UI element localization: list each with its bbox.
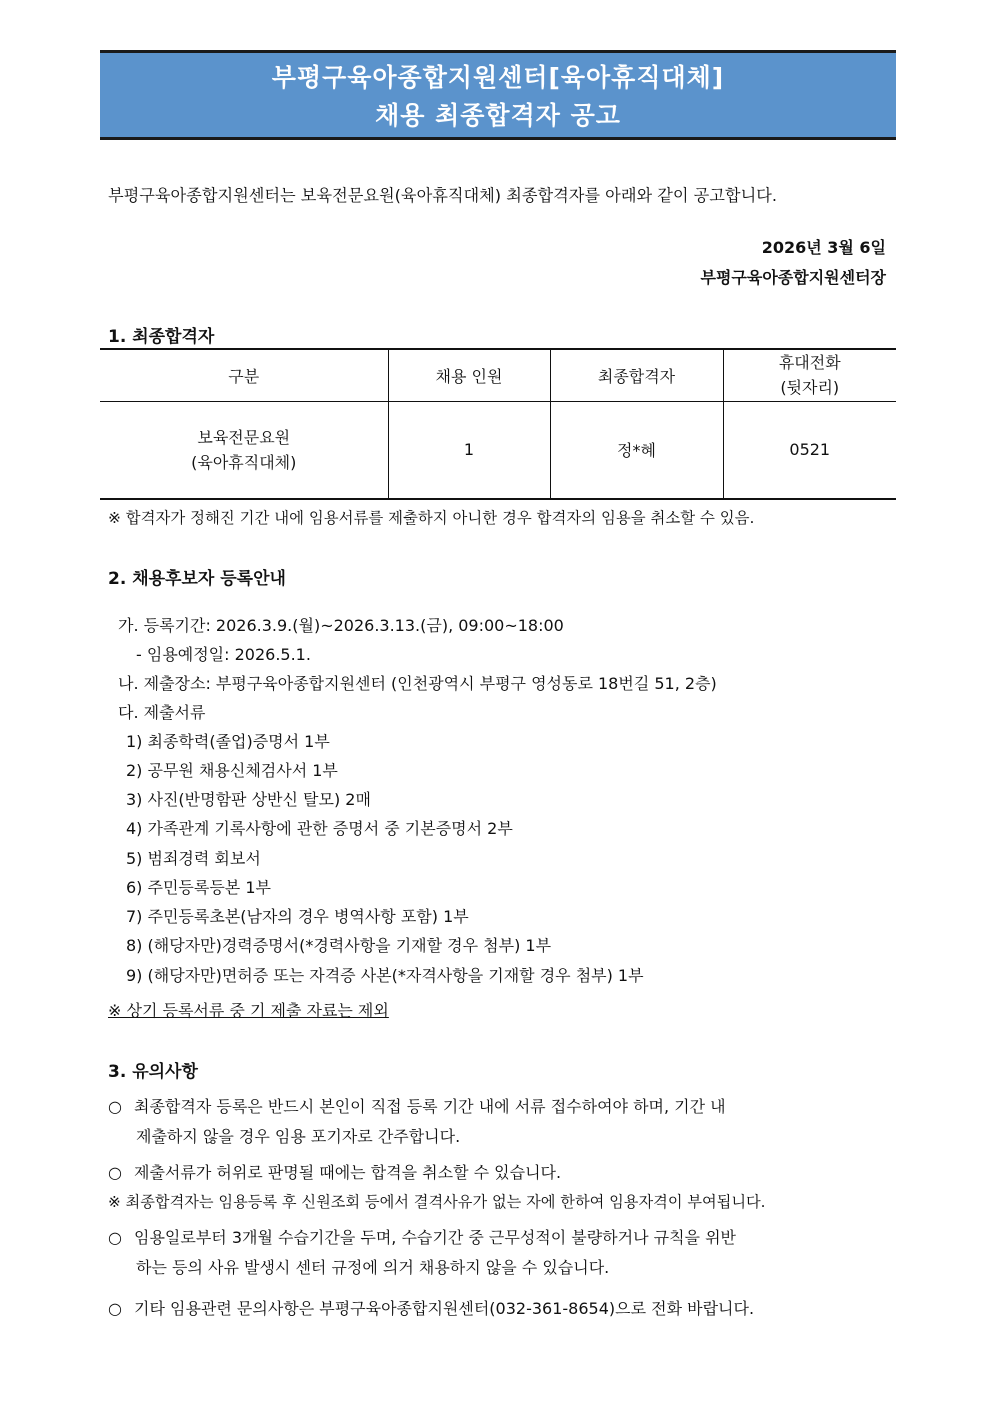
document-item: 1) 최종학력(졸업)증명서 1부 [126,732,330,751]
document-item: 5) 범죄경력 회보서 [126,849,261,868]
caution-item-4-text: 기타 임용관련 문의사항은 부평구육아종합지원센터(032-361-8654)으로 전화 바랍니다. [134,1299,755,1318]
cell-count: 1 [388,401,550,499]
col-header-phone [723,349,896,401]
col-header-category: 구분 [100,349,388,401]
exclude-note: ※ 상기 등록서류 중 기 제출 자료는 제외 [108,1001,389,1020]
table-header-row [100,349,896,401]
title-banner [100,50,896,140]
caution-note: ※ 최종합격자는 임용등록 후 신원조회 등에서 결격사유가 없는 자에 한하여 임용자격이 부여됩니다. [108,1193,766,1211]
section2-heading: 2. 채용후보자 등록안내 [108,569,286,589]
section1-note: ※ 합격자가 정해진 기간 내에 임용서류를 제출하지 아니한 경우 합격자의 임용을 취소할 수 있음. [108,509,755,527]
cell-phone: 0521 [723,401,896,499]
intro-text: 부평구육아종합지원센터는 보육전문요원(육아휴직대체) 최종합격자를 아래와 같이 공고합니다. [108,186,777,205]
documents-label: 다. 제출서류 [118,703,206,722]
section1-heading: 1. 최종합격자 [108,327,215,347]
appointment-date: - 임용예정일: 2026.5.1. [136,645,311,664]
caution-item-1-line2: 제출하지 않을 경우 임용 포기자로 간주합니다. [136,1127,461,1146]
notice-issuer: 부평구육아종합지원센터장 [700,268,886,287]
cell-name: 정*혜 [550,401,723,499]
document-item: 7) 주민등록초본(남자의 경우 병역사항 포함) 1부 [126,907,469,926]
title-line-1: 부평구육아종합지원센터[육아휴직대체] [271,63,725,92]
document-item: 3) 사진(반명함판 상반신 탈모) 2매 [126,790,371,809]
col-header-phone-line1: 휴대전화 [778,353,841,373]
registration-period: 가. 등록기간: 2026.3.9.(월)~2026.3.13.(금), 09:00~18:00 [118,616,564,635]
caution-item-2-text: 제출서류가 허위로 판명될 때에는 합격을 취소할 수 있습니다. [134,1163,562,1182]
document-item: 4) 가족관계 기록사항에 관한 증명서 중 기본증명서 2부 [126,819,513,838]
document-item: 6) 주민등록등본 1부 [126,878,271,897]
caution-item-1-line1: 최종합격자 등록은 반드시 본인이 직접 등록 기간 내에 서류 접수하여야 하며, 기간 내 [134,1097,726,1116]
cell-category-line1: 보육전문요원 [197,427,291,447]
title-line-2: 채용 최종합격자 공고 [375,101,621,130]
caution-item-3 [108,1228,736,1248]
result-table [100,348,896,500]
table-row [100,401,896,499]
document-item: 9) (해당자만)면허증 또는 자격증 사본(*자격사항을 기재할 경우 첨부) 1부 [126,966,644,985]
circle-bullet-icon: ○ [108,1097,122,1116]
col-header-phone-line2: (뒷자리) [780,378,840,398]
document-item: 2) 공무원 채용신체검사서 1부 [126,761,338,780]
circle-bullet-icon: ○ [108,1299,122,1318]
caution-item-3-line1: 임용일로부터 3개월 수습기간을 두며, 수습기간 중 근무성적이 불량하거나 규칙을 위반 [134,1228,736,1247]
caution-item-4 [108,1299,754,1319]
document-item: 8) (해당자만)경력증명서(*경력사항을 기재할 경우 첨부) 1부 [126,936,552,955]
caution-item-2 [108,1163,561,1183]
cell-category-line2: (육아휴직대체) [191,452,297,472]
submission-place: 나. 제출장소: 부평구육아종합지원센터 (인천광역시 부평구 영성동로 18번길 51, 2층) [118,674,717,693]
caution-item-3-line2: 하는 등의 사유 발생시 센터 규정에 의거 채용하지 않을 수 있습니다. [136,1258,610,1277]
section3-heading: 3. 유의사항 [108,1062,198,1082]
caution-item-1 [108,1097,726,1117]
col-header-name: 최종합격자 [550,349,723,401]
col-header-count: 채용 인원 [388,349,550,401]
circle-bullet-icon: ○ [108,1228,122,1247]
circle-bullet-icon: ○ [108,1163,122,1182]
notice-date: 2026년 3월 6일 [761,238,886,257]
cell-category [100,401,388,499]
